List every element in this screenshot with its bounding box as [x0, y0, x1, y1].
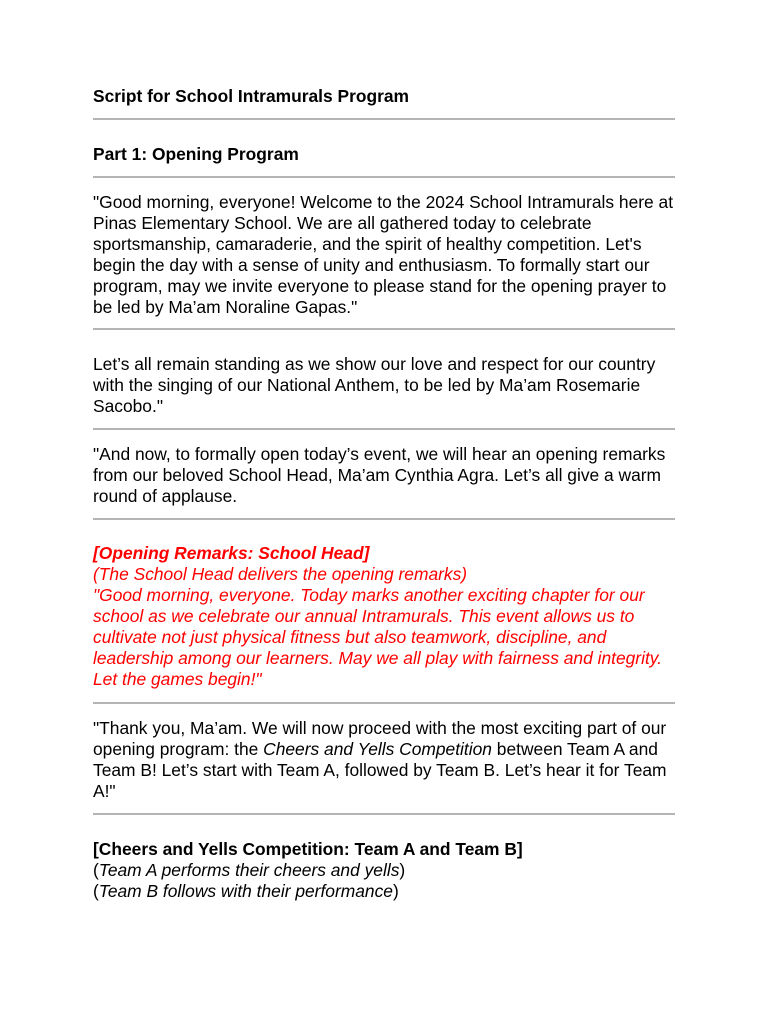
divider [93, 176, 675, 178]
cheers-section [93, 839, 675, 902]
remarks-stage-direction: (The School Head delivers the opening remarks) [93, 564, 468, 584]
remarks-heading: [Opening Remarks: School Head] [93, 543, 370, 563]
anthem-paragraph: Let’s all remain standing as we show our love and respect for our country with the singing of our National Anthem, to be led by Ma’am Rosemarie Sacobo." [93, 354, 656, 416]
divider [93, 118, 675, 120]
document-title: Script for School Intramurals Program [93, 86, 409, 106]
thanks-text-start: "Thank you, Ma’am. We will now proceed with the most exciting part of our opening program: the [93, 718, 667, 759]
team-a-direction-line [93, 860, 675, 881]
divider [93, 702, 675, 704]
divider [93, 813, 675, 815]
paren-close: ) [399, 860, 406, 880]
part-heading: Part 1: Opening Program [93, 144, 299, 164]
opening-remarks-intro-paragraph: "And now, to formally open today’s event, we will hear an opening remarks from our beloved School Head, Ma’am Cynthia Agra. Let’s all give a warm round of applause. [93, 444, 666, 506]
remarks-section [93, 543, 675, 690]
paren-open: ( [93, 881, 99, 901]
paren-open: ( [93, 860, 99, 880]
thanks-text-end: between Team A and Team B! Let’s start with Team A, followed by Team B. Let’s hear it for Team A!" [93, 739, 667, 801]
welcome-paragraph: "Good morning, everyone! Welcome to the 2024 School Intramurals here at Pinas Elementary School. We are all gathered today to celebrate sportsmanship, camaraderie, and the spirit of healthy competition. Let's begin the day with a sense of unity and enthusiasm. To formally start our program, may we invite everyone to please stand for the opening prayer to be led by Ma’am Noraline Gapas." [93, 192, 674, 317]
divider [93, 428, 675, 430]
team-b-direction: Team B follows with their performance [98, 881, 393, 901]
cheers-heading: [Cheers and Yells Competition: Team A and Team B] [93, 839, 523, 859]
divider [93, 518, 675, 520]
team-a-direction: Team A performs their cheers and yells [98, 860, 400, 880]
paren-close: ) [392, 881, 399, 901]
thanks-competition-name: Cheers and Yells Competition [263, 739, 492, 759]
team-b-direction-line [93, 881, 675, 902]
divider [93, 328, 675, 330]
thanks-paragraph [93, 718, 675, 802]
remarks-speech: "Good morning, everyone. Today marks another exciting chapter for our school as we celebrate our annual Intramurals. This event allows us to cultivate not just physical fitness but also teamwork, discipline, and leadership among our learners. May we all play with fairness and integrity. Let the games begin!" [93, 585, 663, 689]
